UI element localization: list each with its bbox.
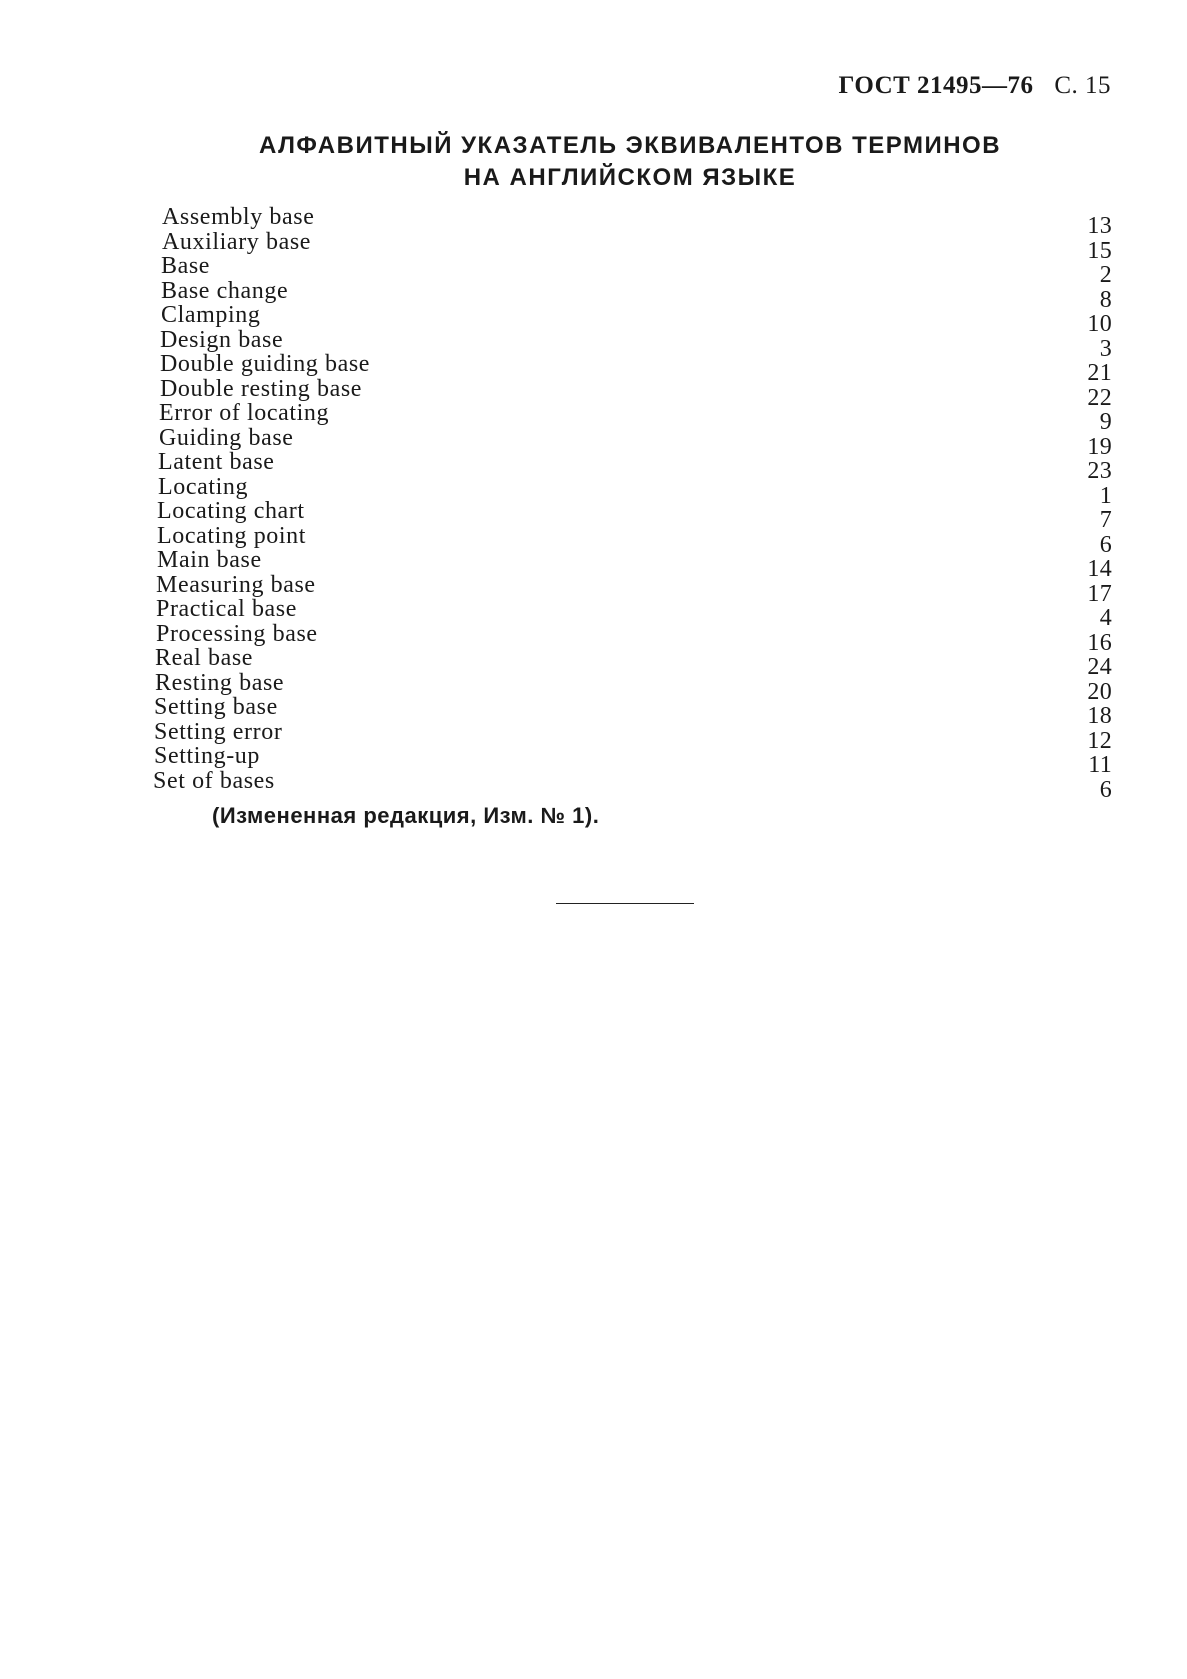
index-term-number: 2 bbox=[1099, 262, 1112, 288]
index-row bbox=[161, 253, 1112, 288]
index-row bbox=[156, 596, 1112, 631]
index-term-number: 3 bbox=[1099, 335, 1112, 362]
index-term-number: 1 bbox=[1099, 482, 1112, 509]
index-term: Locating chart bbox=[157, 498, 305, 524]
index-row bbox=[156, 620, 1112, 656]
index-row bbox=[160, 375, 1112, 411]
index-term-number: 9 bbox=[1099, 409, 1112, 435]
index-term: Setting-up bbox=[154, 743, 260, 769]
index-term: Setting error bbox=[154, 718, 283, 745]
index-row bbox=[156, 571, 1112, 607]
index-row bbox=[154, 743, 1112, 778]
index-row bbox=[157, 498, 1112, 533]
index-term: Auxiliary base bbox=[162, 228, 312, 255]
term-index-list bbox=[153, 204, 1112, 803]
index-term: Setting base bbox=[154, 694, 278, 720]
index-term-number: 13 bbox=[1087, 213, 1112, 239]
index-term: Double guiding base bbox=[160, 351, 371, 377]
index-row bbox=[162, 228, 1112, 264]
end-divider bbox=[556, 903, 694, 904]
index-term-number: 19 bbox=[1087, 433, 1112, 460]
index-term: Double resting base bbox=[160, 375, 363, 402]
index-term-number: 21 bbox=[1087, 360, 1112, 386]
index-term: Locating bbox=[158, 473, 249, 500]
index-term: Set of bases bbox=[153, 767, 275, 794]
index-row bbox=[161, 277, 1112, 313]
index-row bbox=[157, 522, 1112, 558]
index-row bbox=[155, 669, 1112, 705]
index-row bbox=[160, 326, 1112, 362]
index-term: Clamping bbox=[161, 302, 261, 328]
page-number: С. 15 bbox=[1054, 72, 1111, 99]
index-row bbox=[155, 645, 1112, 680]
index-term-number: 15 bbox=[1087, 237, 1112, 264]
index-row bbox=[159, 424, 1112, 460]
index-title bbox=[200, 130, 1060, 194]
index-term-number: 17 bbox=[1087, 580, 1112, 607]
index-term-number: 7 bbox=[1099, 507, 1112, 533]
index-term: Main base bbox=[157, 547, 262, 573]
index-term: Processing base bbox=[156, 620, 318, 647]
index-term: Practical base bbox=[156, 596, 297, 622]
index-term: Measuring base bbox=[156, 571, 316, 598]
index-term-number: 24 bbox=[1087, 654, 1112, 680]
index-term-number: 11 bbox=[1088, 752, 1112, 778]
page-header bbox=[839, 72, 1111, 100]
index-row bbox=[161, 302, 1112, 337]
index-term-number: 6 bbox=[1099, 776, 1112, 803]
index-term: Error of locating bbox=[159, 400, 330, 426]
index-term-number: 4 bbox=[1099, 605, 1112, 631]
index-term-number: 23 bbox=[1087, 458, 1112, 484]
index-term-number: 14 bbox=[1087, 556, 1112, 582]
index-row bbox=[160, 351, 1112, 386]
index-row bbox=[154, 718, 1112, 754]
title-line-1: АЛФАВИТНЫЙ УКАЗАТЕЛЬ ЭКВИВАЛЕНТОВ ТЕРМИНОВ bbox=[258, 132, 1002, 159]
index-term-number: 6 bbox=[1099, 531, 1112, 558]
index-row bbox=[158, 449, 1112, 484]
index-term: Assembly base bbox=[162, 204, 315, 230]
index-term-number: 8 bbox=[1099, 286, 1112, 313]
standard-number: ГОСТ 21495—76 bbox=[838, 72, 1034, 99]
index-term: Guiding base bbox=[159, 424, 294, 451]
index-term-number: 16 bbox=[1087, 629, 1112, 656]
index-term-number: 12 bbox=[1087, 727, 1112, 754]
index-row bbox=[158, 473, 1112, 509]
index-row bbox=[162, 204, 1112, 239]
index-term: Base change bbox=[161, 277, 289, 304]
index-term: Locating point bbox=[157, 522, 307, 549]
index-term: Latent base bbox=[158, 449, 275, 475]
index-term-number: 18 bbox=[1087, 703, 1112, 729]
index-term: Design base bbox=[160, 326, 284, 353]
title-line-2: НА АНГЛИЙСКОМ ЯЗЫКЕ bbox=[463, 164, 797, 191]
index-term-number: 22 bbox=[1087, 384, 1112, 411]
index-term: Real base bbox=[155, 645, 254, 671]
index-term: Resting base bbox=[155, 669, 285, 696]
index-term: Base bbox=[161, 253, 211, 279]
index-row bbox=[153, 767, 1112, 803]
index-row bbox=[154, 694, 1112, 729]
index-row bbox=[157, 547, 1112, 582]
index-row bbox=[159, 400, 1112, 435]
index-term-number: 10 bbox=[1087, 311, 1112, 337]
revision-note: (Измененная редакция, Изм. № 1). bbox=[212, 803, 600, 828]
index-term-number: 20 bbox=[1087, 678, 1112, 705]
